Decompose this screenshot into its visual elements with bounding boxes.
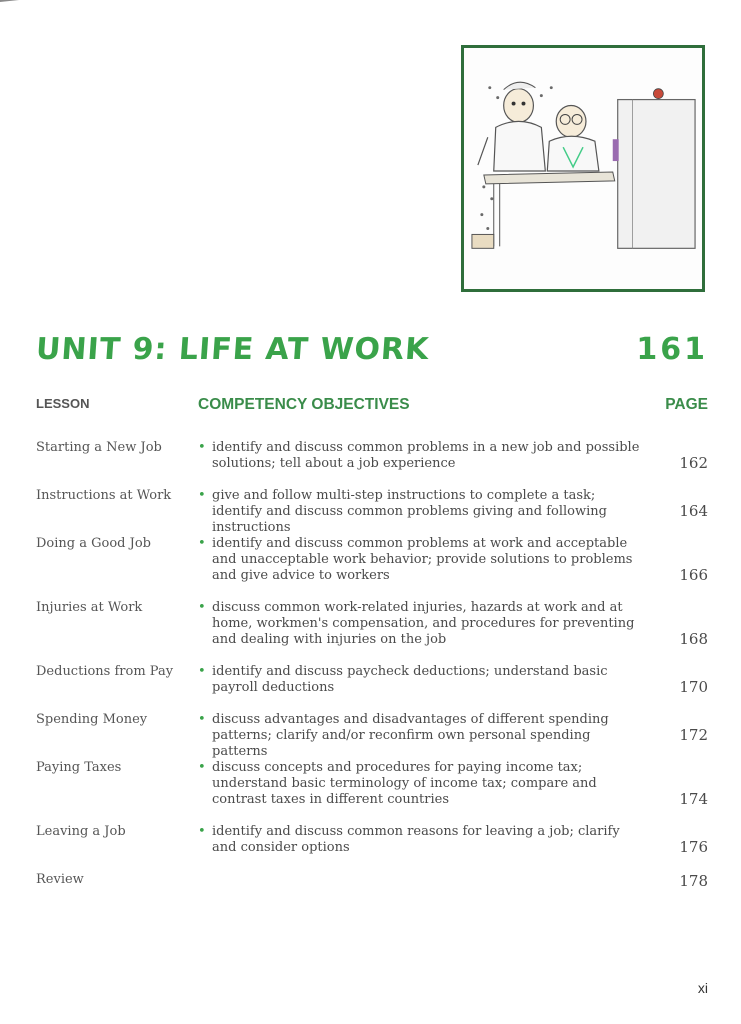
header-page: PAGE <box>665 396 708 413</box>
lesson-page: 162 <box>679 454 708 472</box>
cartoon-illustration <box>461 45 705 292</box>
lesson-row <box>36 600 708 664</box>
lesson-objective: • identify and discuss common problems at work and acceptable and unacceptable work behavior; provide solutions to problems and give advice to workers <box>198 536 648 584</box>
lesson-page: 174 <box>679 790 708 808</box>
lesson-row <box>36 488 708 536</box>
lesson-name: Deductions from Pay <box>36 664 174 679</box>
review-page: 178 <box>679 872 708 890</box>
lesson-table <box>36 440 708 902</box>
lesson-page: 172 <box>679 726 708 744</box>
lesson-page: 176 <box>679 838 708 856</box>
review-label: Review <box>36 872 84 887</box>
lesson-row <box>36 664 708 712</box>
lesson-objective: • discuss concepts and procedures for paying income tax; understand basic terminology of income tax; compare and contrast taxes in different countries <box>198 760 648 808</box>
header-lesson: LESSON <box>36 396 90 411</box>
lesson-page: 168 <box>679 630 708 648</box>
lesson-name: Paying Taxes <box>36 760 122 775</box>
column-headers <box>36 396 708 418</box>
lesson-objective: • discuss common work-related injuries, hazards at work and at home, workmen's compensation, and procedures for preventing and dealing with injuries on the job <box>198 600 648 648</box>
lesson-row <box>36 440 708 488</box>
unit-heading <box>36 332 708 376</box>
review-row <box>36 872 708 902</box>
unit-page-number: 161 <box>636 332 708 367</box>
lesson-objective: • identify and discuss paycheck deductions; understand basic payroll deductions <box>198 664 648 696</box>
lesson-name: Instructions at Work <box>36 488 172 503</box>
header-objectives: COMPETENCY OBJECTIVES <box>198 396 410 413</box>
scan-corner-mark <box>0 0 38 8</box>
lesson-page: 164 <box>679 502 708 520</box>
lesson-row <box>36 760 708 824</box>
lesson-name: Injuries at Work <box>36 600 143 615</box>
lesson-objective: • give and follow multi-step instructions to complete a task; identify and discuss common problems giving and following instructions <box>198 488 648 536</box>
lesson-page: 170 <box>679 678 708 696</box>
lesson-name: Spending Money <box>36 712 148 727</box>
lesson-name: Leaving a Job <box>36 824 126 839</box>
lesson-row <box>36 712 708 760</box>
lesson-name: Doing a Good Job <box>36 536 151 551</box>
lesson-name: Starting a New Job <box>36 440 162 455</box>
lesson-objective: • identify and discuss common reasons for leaving a job; clarify and consider options <box>198 824 648 856</box>
lesson-objective: • discuss advantages and disadvantages of different spending patterns; clarify and/or reconfirm own personal spending patterns <box>198 712 648 760</box>
page-folio: xi <box>697 980 708 996</box>
lesson-row <box>36 536 708 600</box>
unit-title: UNIT 9: LIFE AT WORK <box>34 332 431 367</box>
lesson-row <box>36 824 708 872</box>
lesson-objective: • identify and discuss common problems in a new job and possible solutions; tell about a job experience <box>198 440 648 472</box>
lesson-page: 166 <box>679 566 708 584</box>
